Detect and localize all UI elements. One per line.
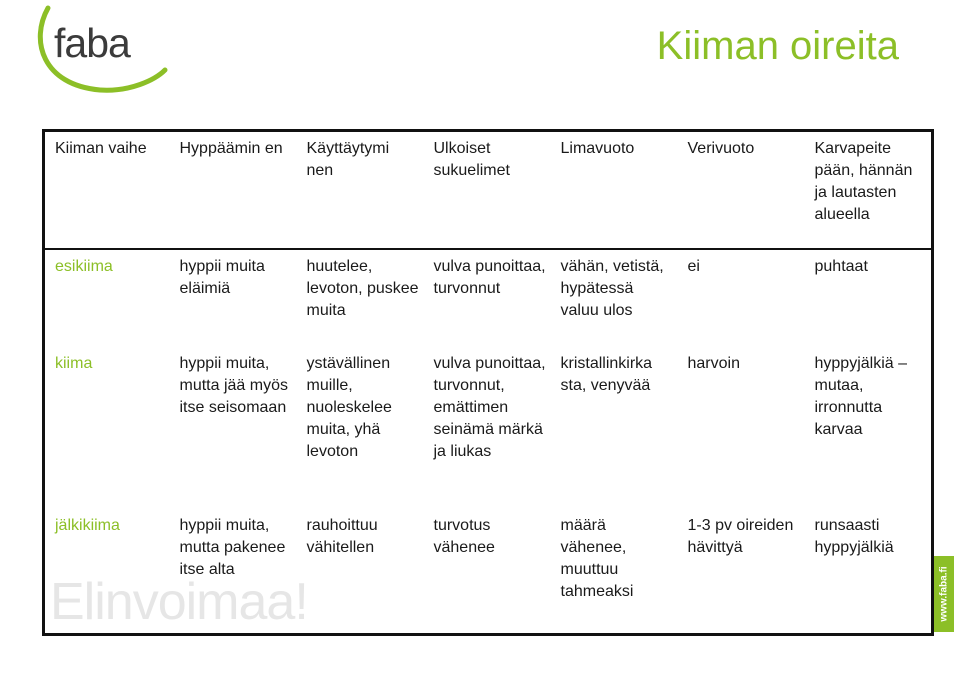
header-hair-coat: Karvapeite pään, hännän ja lautasten alueella — [814, 140, 913, 223]
table-cell: hyppyjälkiä – mutaa, irronnutta karvaa — [814, 354, 907, 438]
table-row — [44, 249, 933, 347]
table-cell: huutelee, levoton, puskee muita — [306, 257, 419, 319]
symptoms-table — [42, 129, 934, 636]
table-row — [44, 509, 933, 635]
side-url-badge — [934, 556, 954, 632]
header-mounting: Hyppäämin en — [179, 140, 283, 157]
table-cell: vulva punoittaa, turvonnut, emättimen seinämä märkä ja liukas — [433, 354, 546, 460]
table-cell: harvoin — [687, 354, 740, 372]
logo-text: faba — [54, 20, 130, 66]
stage-cell: jälkikiima — [55, 516, 120, 534]
table-header-row — [44, 131, 933, 249]
faba-logo — [30, 0, 180, 110]
table-cell: ystävällinen muille, nuoleskelee muita, yhä levoton — [306, 354, 392, 460]
table-cell: rauhoittuu vähitellen — [306, 516, 378, 556]
side-url-text: www.faba.fi — [938, 566, 950, 622]
table-cell: ei — [687, 257, 700, 275]
table-cell: puhtaat — [814, 257, 868, 275]
table-cell: hyppii muita, mutta jää myös itse seisomaan — [179, 354, 288, 416]
stage-cell: esikiima — [55, 257, 113, 275]
stage-cell: kiima — [55, 354, 93, 372]
watermark-slogan: Elinvoimaa! — [50, 573, 308, 631]
table-cell: 1-3 pv oireiden hävittyä — [687, 516, 794, 556]
table-cell: määrä vähenee, muuttuu tahmeaksi — [560, 516, 634, 600]
header-genitals: Ulkoiset sukuelimet — [433, 140, 510, 179]
table-cell: turvotus vähenee — [433, 516, 495, 556]
header-bleeding: Verivuoto — [687, 140, 755, 157]
table-cell: hyppii muita eläimiä — [179, 257, 265, 297]
table-cell: kristallinkirka sta, venyvää — [560, 354, 653, 394]
table-cell: runsaasti hyppyjälkiä — [814, 516, 894, 556]
table-cell: hyppii muita, mutta pakenee itse alta — [179, 516, 286, 578]
table-cell: vähän, vetistä, hypätessä valuu ulos — [560, 257, 664, 319]
table-row — [44, 347, 933, 509]
header-stage: Kiiman vaihe — [55, 140, 147, 157]
page-title: Kiiman oireita — [656, 24, 899, 68]
header-behaviour: Käyttäytymi nen — [306, 140, 390, 179]
table-cell: vulva punoittaa, turvonnut — [433, 257, 546, 297]
header-mucus: Limavuoto — [560, 140, 635, 157]
